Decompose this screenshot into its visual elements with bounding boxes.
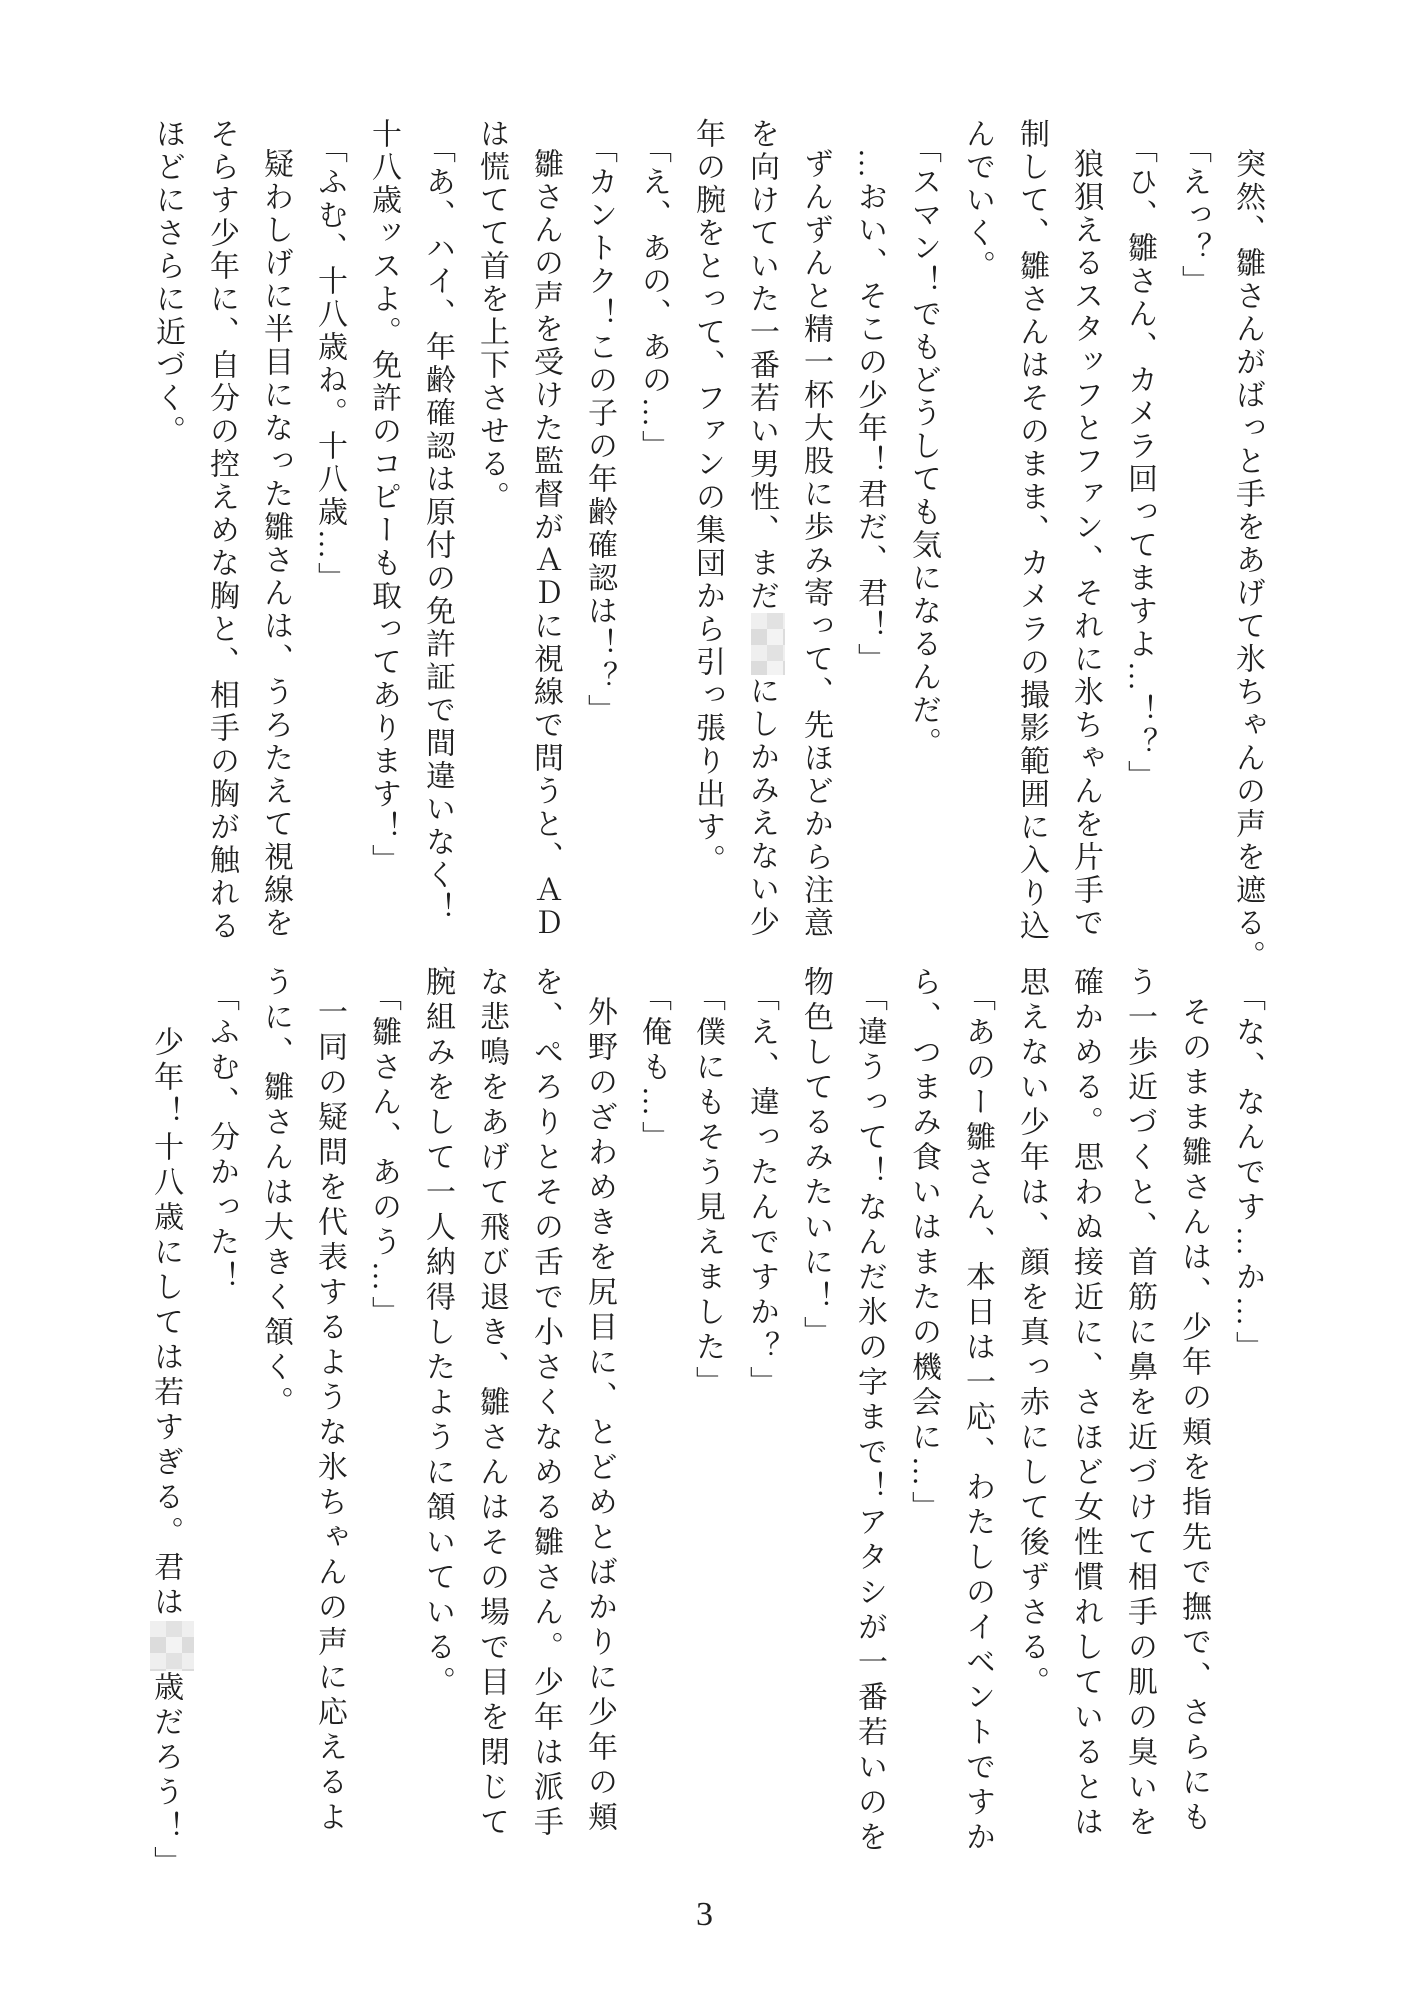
page-number: 3 — [696, 1896, 713, 1933]
text-line: 疑わしげに半目になった雛さんは、うろたえて視線を — [259, 148, 292, 940]
text-line: 「スマン！でもどうしても気になるんだ。 — [907, 133, 940, 760]
text-line: そのまま雛さんは、少年の頬を指先で撫で、さらにも — [1177, 996, 1210, 1836]
text-line: を、ぺろりとその舌で小さくなめる雛さん。少年は派手 — [529, 966, 562, 1841]
text-row-lower — [138, 966, 1274, 1911]
text-line: 「ひ、雛さん、カメラ回ってますよ…！？」 — [1123, 133, 1156, 793]
text-line: そらす少年に、自分の控えめな胸と、相手の胸が触れる — [205, 118, 238, 943]
text-line: 年の腕をとって、ファンの集団から引っ張り出す。 — [691, 118, 724, 877]
text-line: 「僕にもそう見えました」 — [691, 981, 724, 1401]
text-segment: にしかみえない少 — [745, 675, 778, 939]
text-line: 腕組みをして一人納得したように頷いている。 — [421, 966, 454, 1701]
text-line: 一同の疑問を代表するような氷ちゃんの声に応えるよ — [313, 996, 346, 1836]
text-line: 「ふむ、十八歳ね。十八歳…」 — [313, 133, 346, 595]
text-line: 「カントク！この子の年齢確認は！？」 — [583, 133, 616, 727]
text-line: う一歩近づくと、首筋に鼻を近づけて相手の肌の臭いを — [1123, 966, 1156, 1841]
text-line: 確かめる。思わぬ接近に、さほど女性慣れしているとは — [1069, 966, 1102, 1841]
text-line: ら、つまみ食いはまたの機会に…」 — [907, 966, 940, 1526]
text-line — [138, 966, 194, 1911]
text-line: 突然、雛さんがばっと手をあげて氷ちゃんの声を遮る。 — [1231, 148, 1264, 973]
text-line: 「え、違ったんですか？」 — [745, 981, 778, 1401]
text-line: 「え、あの、あの…」 — [637, 133, 670, 463]
text-line: な悲鳴をあげて飛び退き、雛さんはその場で目を閉じて — [475, 966, 508, 1841]
text-line: 「雛さん、あのう…」 — [367, 981, 400, 1331]
text-line: 物色してるみたいに！」 — [799, 966, 832, 1351]
text-line: 「違うって！なんだ氷の字まで！アタシが一番若いのを — [853, 981, 886, 1856]
text-line: は慌てて首を上下させる。 — [475, 118, 508, 514]
text-line: うに、雛さんは大きく頷く。 — [259, 966, 292, 1421]
text-line — [734, 118, 788, 1003]
text-line: 「な、なんです…か…」 — [1231, 981, 1264, 1366]
text-line: 雛さんの声を受けた監督がＡＤに視線で問うと、ＡＤ — [529, 148, 562, 940]
text-line: 「あ、ハイ、年齢確認は原付の免許証で間違いなく！ — [421, 133, 454, 925]
censor-mosaic — [150, 1621, 194, 1671]
text-line: 思えない少年は、顔を真っ赤にして後ずさる。 — [1015, 966, 1048, 1701]
text-line: 外野のざわめきを尻目に、とどめとばかりに少年の頬 — [583, 996, 616, 1836]
text-line: 「えっ？」 — [1177, 133, 1210, 298]
text-line: 十八歳ッスよ。免許のコピーも取ってあります！」 — [367, 118, 400, 877]
text-line: んでいく。 — [961, 118, 994, 283]
text-line: ずんずんと精一杯大股に歩み寄って、先ほどから注意 — [799, 148, 832, 940]
text-row-upper — [140, 118, 1274, 1003]
text-segment: 歳だろう！」 — [149, 1671, 183, 1881]
text-line: 制して、雛さんはそのまま、カメラの撮影範囲に入り込 — [1015, 118, 1048, 943]
censor-mosaic — [751, 613, 785, 675]
text-line: 狼狽えるスタッフとファン、それに氷ちゃんを片手で — [1069, 148, 1102, 940]
text-segment: を向けていた一番若い男性、まだ — [745, 118, 778, 613]
text-segment: 少年！十八歳にしては若すぎる。君は — [149, 1026, 183, 1621]
text-line: …おい、そこの少年！君だ、君！」 — [853, 148, 886, 676]
text-line: 「ふむ、分かった！ — [205, 981, 238, 1296]
text-line: 「俺も…」 — [637, 981, 670, 1156]
text-line: ほどにさらに近づく。 — [151, 118, 184, 448]
text-line: 「あのー雛さん、本日は一応、わたしのイベントですか — [961, 981, 994, 1856]
